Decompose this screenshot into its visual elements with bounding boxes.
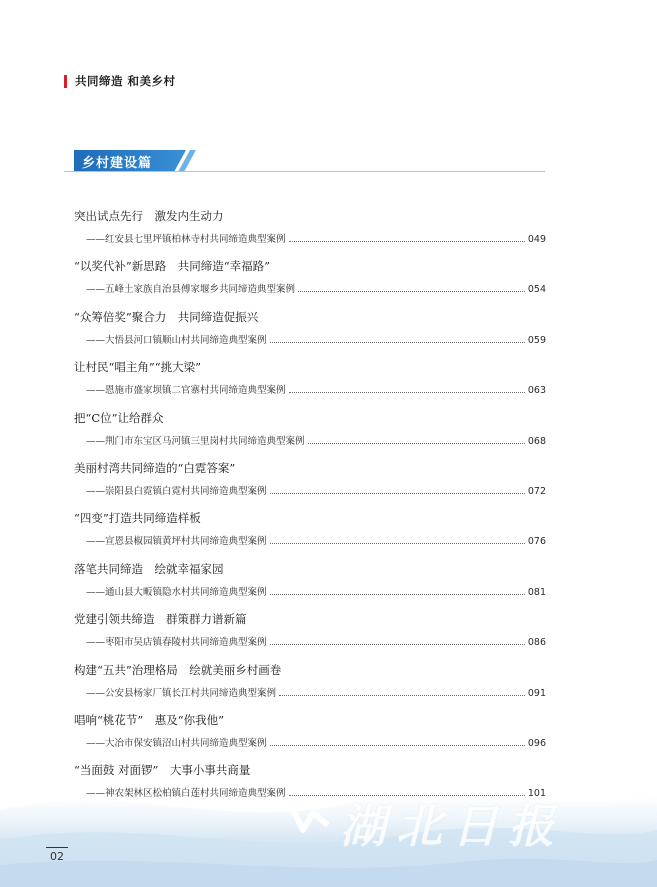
header-title: 共同缔造 和美乡村 bbox=[75, 74, 176, 88]
toc-entry[interactable] bbox=[74, 208, 546, 258]
toc-entry-subtitle-row bbox=[86, 332, 546, 346]
footer-rule bbox=[46, 847, 68, 848]
toc-entry-subtitle-row bbox=[86, 281, 546, 295]
toc-entry-page: 054 bbox=[527, 284, 546, 296]
toc-entry-subtitle-row bbox=[86, 433, 546, 447]
toc-entry[interactable] bbox=[74, 712, 546, 762]
toc-entry-subtitle-row bbox=[86, 483, 546, 497]
toc-entry-subtitle-row bbox=[86, 382, 546, 396]
toc-entry-subtitle: ——红安县七里坪镇柏林寺村共同缔造典型案例 bbox=[86, 234, 286, 245]
dot-leader bbox=[289, 392, 525, 393]
toc-entry-page: 081 bbox=[527, 586, 546, 598]
toc-entry[interactable] bbox=[74, 510, 546, 560]
newspaper-logo-icon bbox=[283, 795, 338, 835]
toc-entry-page: 096 bbox=[527, 737, 546, 749]
toc-entry-subtitle: ——公安县杨家厂镇长江村共同缔造典型案例 bbox=[86, 687, 277, 699]
running-header bbox=[64, 73, 176, 89]
toc-entry-subtitle-row bbox=[86, 231, 546, 245]
toc-entry-page: 063 bbox=[527, 385, 546, 397]
toc-entry[interactable] bbox=[74, 611, 546, 661]
dot-leader bbox=[270, 493, 525, 494]
dot-leader bbox=[270, 342, 525, 343]
header-accent-bar bbox=[64, 75, 67, 88]
toc-entry[interactable] bbox=[74, 561, 546, 611]
dot-leader bbox=[270, 594, 525, 595]
page-number: 02 bbox=[50, 850, 64, 863]
dot-leader bbox=[270, 543, 525, 544]
dot-leader bbox=[279, 695, 525, 696]
dot-leader bbox=[308, 443, 525, 444]
toc-entry-subtitle-row bbox=[86, 634, 546, 648]
dot-leader bbox=[298, 291, 525, 292]
toc-entry[interactable] bbox=[74, 309, 546, 359]
toc-entry-subtitle: ——五峰土家族自治县傅家堰乡共同缔造典型案例 bbox=[86, 284, 296, 296]
toc-entry-title: “当面鼓 对面锣” 大事小事共商量 bbox=[74, 763, 251, 778]
toc-entry[interactable] bbox=[74, 258, 546, 308]
toc-entry-subtitle: ——荆门市东宝区马河镇三里岗村共同缔造典型案例 bbox=[86, 435, 305, 447]
toc-entry-title: “以奖代补”新思路 共同缔造“幸福路” bbox=[74, 259, 271, 274]
toc-entry-title: “众筹倍奖”聚合力 共同缔造促振兴 bbox=[74, 309, 259, 324]
toc-entry-subtitle: ——大悟县河口镇顺山村共同缔造典型案例 bbox=[86, 334, 267, 346]
toc-entry-page: 086 bbox=[527, 637, 546, 649]
dot-leader bbox=[270, 644, 525, 645]
toc-entry-subtitle: ——恩施市盛家坝镇二官寨村共同缔造典型案例 bbox=[86, 385, 286, 397]
toc-entry-page: 072 bbox=[527, 485, 546, 497]
toc-entry[interactable] bbox=[74, 460, 546, 510]
section-rule bbox=[64, 171, 545, 172]
toc-entry-title: 党建引领共缔造 群策群力谱新篇 bbox=[74, 612, 247, 627]
toc-entry-page: 068 bbox=[527, 435, 546, 447]
section-heading bbox=[64, 150, 545, 172]
toc-entry-subtitle-row bbox=[86, 533, 546, 547]
toc-entry[interactable] bbox=[74, 410, 546, 460]
toc-entry-subtitle: ——通山县大畈镇隐水村共同缔造典型案例 bbox=[86, 586, 267, 598]
toc-entry-subtitle: ——大冶市保安镇沼山村共同缔造典型案例 bbox=[86, 737, 267, 749]
toc-entry-title: “四变”打造共同缔造样板 bbox=[74, 511, 201, 526]
toc-entry-subtitle: ——神农架林区松柏镇白莲村共同缔造典型案例 bbox=[86, 788, 286, 800]
toc-entry[interactable] bbox=[74, 359, 546, 409]
toc-entry-subtitle-row bbox=[86, 685, 546, 699]
watermark: 湖北日报 bbox=[340, 799, 564, 853]
toc-entry-title: 美丽村湾共同缔造的“白霓答案” bbox=[74, 460, 236, 475]
dot-leader bbox=[270, 745, 525, 746]
toc-entry-subtitle-row bbox=[86, 584, 546, 598]
table-of-contents bbox=[74, 208, 546, 813]
toc-entry-title: 突出试点先行 激发内生动力 bbox=[74, 209, 224, 223]
toc-entry-title: 把“C位”让给群众 bbox=[74, 410, 164, 425]
toc-entry-page: 101 bbox=[527, 788, 546, 800]
toc-entry-subtitle: ——崇阳县白霓镇白霓村共同缔造典型案例 bbox=[86, 485, 267, 497]
toc-entry-page: 059 bbox=[527, 334, 546, 346]
dot-leader bbox=[289, 241, 525, 242]
toc-entry-subtitle: ——枣阳市吴店镇春陵村共同缔造典型案例 bbox=[86, 637, 267, 649]
toc-entry-subtitle: ——宣恩县椒园镇黄坪村共同缔造典型案例 bbox=[86, 536, 267, 548]
toc-entry-subtitle-row bbox=[86, 735, 546, 749]
toc-entry-title: 落笔共同缔造 绘就幸福家园 bbox=[74, 561, 224, 576]
section-title: 乡村建设篇 bbox=[82, 156, 153, 171]
toc-entry-title: 构建“五共”治理格局 绘就美丽乡村画卷 bbox=[74, 662, 282, 677]
toc-entry-title: 让村民“唱主角”“挑大梁” bbox=[74, 360, 202, 375]
toc-entry-page: 076 bbox=[527, 536, 546, 548]
toc-entry-title: 唱响“桃花节” 惠及“你我他” bbox=[74, 712, 225, 727]
toc-entry-page: 091 bbox=[527, 687, 546, 699]
toc-entry-page: 049 bbox=[527, 234, 546, 245]
toc-entry[interactable] bbox=[74, 662, 546, 712]
